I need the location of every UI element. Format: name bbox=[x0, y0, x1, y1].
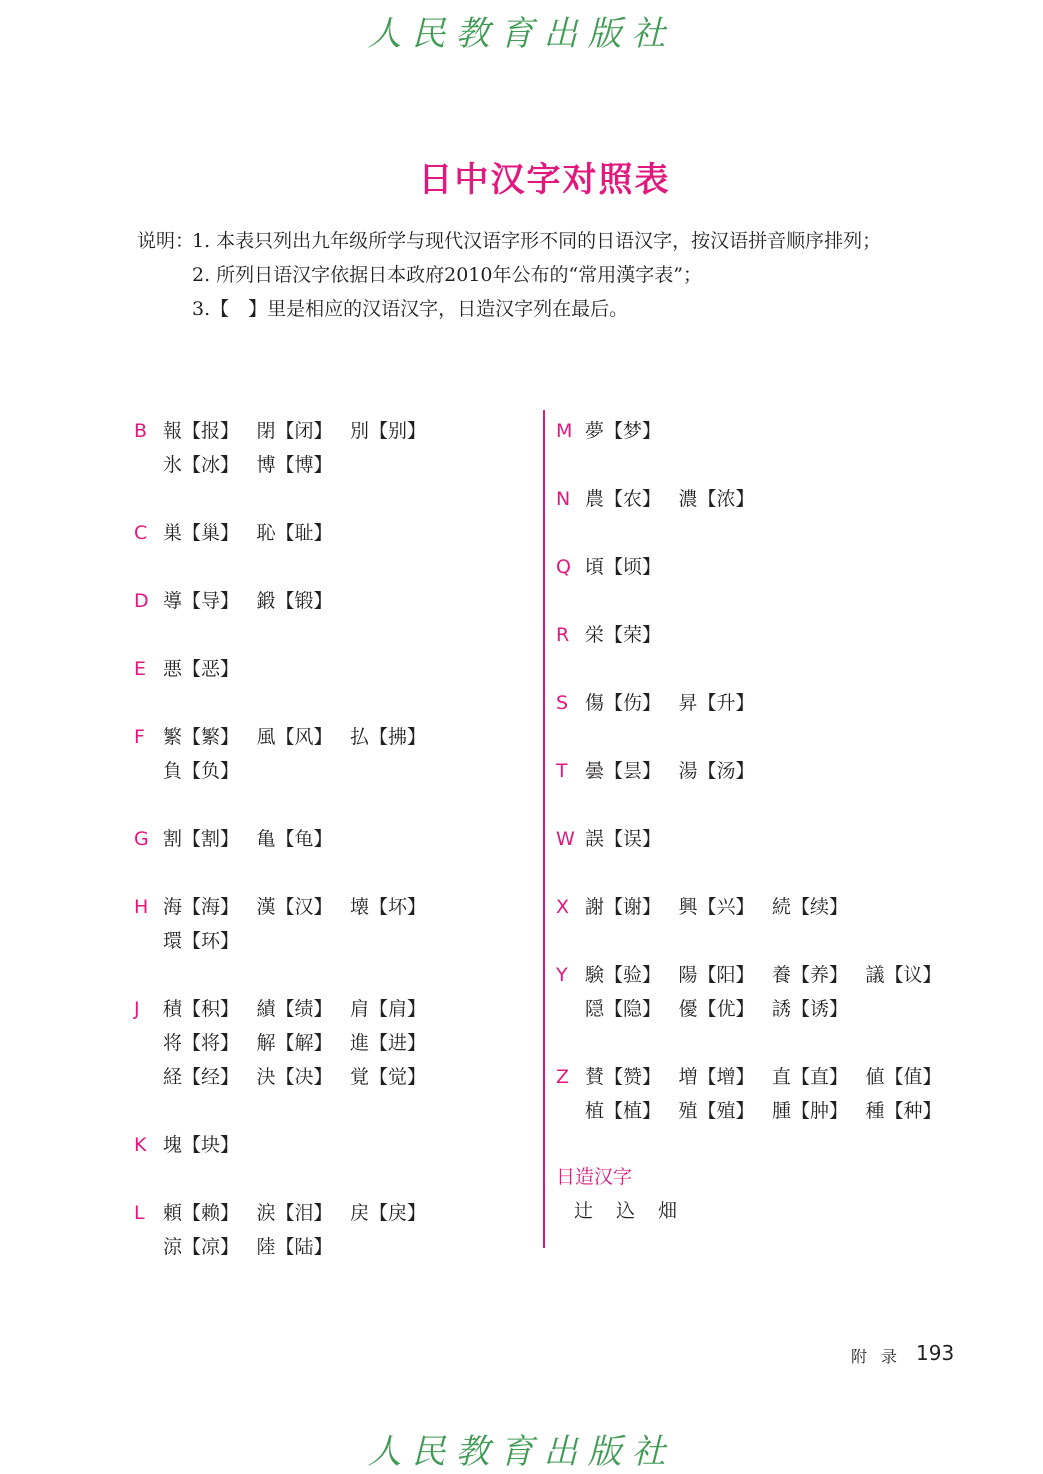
character-pair-list bbox=[163, 1128, 534, 1162]
character-pair: 養【养】 bbox=[772, 964, 849, 986]
character-pair: 解【解】 bbox=[256, 1032, 333, 1054]
character-pair: 氷【冰】 bbox=[163, 454, 240, 476]
character-pair: 経【经】 bbox=[163, 1066, 240, 1088]
character-pair: 賛【赞】 bbox=[585, 1066, 662, 1088]
coined-kanji: 畑 bbox=[658, 1200, 678, 1222]
group-letter: L bbox=[134, 1202, 145, 1224]
character-pair: 続【续】 bbox=[772, 896, 849, 918]
character-pair: 壊【坏】 bbox=[350, 896, 427, 918]
notes-label: 说明： bbox=[137, 230, 195, 252]
character-pair: 導【导】 bbox=[163, 590, 240, 612]
column-divider bbox=[543, 410, 545, 1248]
character-pair-list bbox=[163, 584, 534, 618]
character-pair: 直【直】 bbox=[772, 1066, 849, 1088]
character-pair: 傷【伤】 bbox=[585, 692, 662, 714]
character-pair: 夢【梦】 bbox=[585, 420, 662, 442]
character-pair: 恥【耻】 bbox=[256, 522, 333, 544]
character-pair: 昇【升】 bbox=[678, 692, 755, 714]
character-pair: 濃【浓】 bbox=[678, 488, 755, 510]
character-pair: 殖【殖】 bbox=[678, 1100, 755, 1122]
character-pair-list bbox=[163, 652, 534, 686]
coined-kanji-heading: 日造汉字 bbox=[556, 1166, 633, 1188]
letter-group-j bbox=[134, 992, 534, 1094]
character-pair: 巣【巢】 bbox=[163, 522, 240, 544]
letter-group-d bbox=[134, 584, 534, 618]
group-letter: X bbox=[556, 896, 570, 918]
character-pair: 払【拂】 bbox=[350, 726, 427, 748]
character-pair: 負【负】 bbox=[163, 760, 240, 782]
coined-kanji: 込 bbox=[616, 1200, 636, 1222]
character-pair-list bbox=[585, 1060, 959, 1128]
character-pair: 涙【泪】 bbox=[256, 1202, 333, 1224]
character-pair: 悪【恶】 bbox=[163, 658, 240, 680]
group-letter: R bbox=[556, 624, 570, 646]
letter-group-b bbox=[134, 414, 534, 482]
character-pair: 鍛【锻】 bbox=[256, 590, 333, 612]
character-pair-list bbox=[163, 1196, 534, 1264]
character-pair: 肩【肩】 bbox=[350, 998, 427, 1020]
character-pair: 謝【谢】 bbox=[585, 896, 662, 918]
page-title: 日中汉字对照表 bbox=[418, 160, 671, 200]
character-pair-list bbox=[585, 414, 959, 448]
character-pair: 塊【块】 bbox=[163, 1134, 240, 1156]
character-pair: 曇【昙】 bbox=[585, 760, 662, 782]
group-letter: Y bbox=[556, 964, 568, 986]
character-pair-list bbox=[585, 618, 959, 652]
character-pair: 海【海】 bbox=[163, 896, 240, 918]
right-groups bbox=[556, 414, 976, 1128]
group-letter: G bbox=[134, 828, 149, 850]
character-pair: 報【报】 bbox=[163, 420, 240, 442]
group-letter: J bbox=[134, 998, 140, 1020]
publisher-logo-bottom: 人民教育出版社 bbox=[367, 1432, 676, 1472]
character-pair: 増【增】 bbox=[678, 1066, 755, 1088]
group-letter: Q bbox=[556, 556, 571, 578]
group-letter: H bbox=[134, 896, 149, 918]
character-pair: 験【验】 bbox=[585, 964, 662, 986]
note-item-2: 2. 所列日语汉字依据日本政府2010年公布的“常用漢字表”； bbox=[192, 264, 702, 286]
character-pair: 陸【陆】 bbox=[256, 1236, 333, 1258]
coined-kanji-list bbox=[556, 1194, 976, 1228]
group-letter: C bbox=[134, 522, 148, 544]
character-pair-list bbox=[585, 482, 959, 516]
group-letter: D bbox=[134, 590, 149, 612]
character-pair: 涼【凉】 bbox=[163, 1236, 240, 1258]
character-pair: 湯【汤】 bbox=[678, 760, 755, 782]
right-column bbox=[556, 414, 976, 1228]
letter-group-e bbox=[134, 652, 534, 686]
character-pair: 腫【肿】 bbox=[772, 1100, 849, 1122]
character-pair: 頃【顷】 bbox=[585, 556, 662, 578]
group-letter: N bbox=[556, 488, 571, 510]
note-item-1: 1. 本表只列出九年级所学与现代汉语字形不同的日语汉字，按汉语拼音顺序排列； bbox=[192, 230, 882, 252]
publisher-logo-top: 人民教育出版社 bbox=[367, 14, 676, 54]
character-pair: 戻【戾】 bbox=[350, 1202, 427, 1224]
letter-group-w bbox=[556, 822, 976, 856]
footer-appendix-label: 附录 bbox=[851, 1347, 912, 1366]
character-pair: 誘【诱】 bbox=[772, 998, 849, 1020]
character-pair: 優【优】 bbox=[678, 998, 755, 1020]
character-pair: 積【积】 bbox=[163, 998, 240, 1020]
letter-group-k bbox=[134, 1128, 534, 1162]
group-letter: Z bbox=[556, 1066, 570, 1088]
character-pair: 種【种】 bbox=[865, 1100, 942, 1122]
character-pair: 陽【阳】 bbox=[678, 964, 755, 986]
character-pair: 値【值】 bbox=[865, 1066, 942, 1088]
letter-group-c bbox=[134, 516, 534, 550]
character-pair: 議【议】 bbox=[865, 964, 942, 986]
character-pair: 績【绩】 bbox=[256, 998, 333, 1020]
character-pair: 将【将】 bbox=[163, 1032, 240, 1054]
letter-group-x bbox=[556, 890, 976, 924]
group-letter: T bbox=[556, 760, 568, 782]
left-column bbox=[134, 414, 534, 1298]
character-pair-list bbox=[585, 890, 959, 924]
letter-group-y bbox=[556, 958, 976, 1026]
coined-kanji: 辻 bbox=[574, 1200, 594, 1222]
letter-group-l bbox=[134, 1196, 534, 1264]
letter-group-n bbox=[556, 482, 976, 516]
group-letter: W bbox=[556, 828, 575, 850]
character-pair: 別【别】 bbox=[350, 420, 427, 442]
character-pair-list bbox=[163, 992, 534, 1094]
character-pair: 繁【繁】 bbox=[163, 726, 240, 748]
character-pair: 風【风】 bbox=[256, 726, 333, 748]
letter-group-r bbox=[556, 618, 976, 652]
character-pair-list bbox=[585, 958, 959, 1026]
group-letter: F bbox=[134, 726, 145, 748]
letter-group-s bbox=[556, 686, 976, 720]
character-pair: 隠【隐】 bbox=[585, 998, 662, 1020]
group-letter: K bbox=[134, 1134, 147, 1156]
group-letter: S bbox=[556, 692, 569, 714]
character-pair-list bbox=[585, 686, 959, 720]
character-pair-list bbox=[163, 720, 534, 788]
character-pair: 頼【赖】 bbox=[163, 1202, 240, 1224]
character-pair: 亀【龟】 bbox=[256, 828, 333, 850]
group-letter: M bbox=[556, 420, 573, 442]
character-pair: 農【农】 bbox=[585, 488, 662, 510]
letter-group-t bbox=[556, 754, 976, 788]
character-pair: 覚【觉】 bbox=[350, 1066, 427, 1088]
character-pair: 植【植】 bbox=[585, 1100, 662, 1122]
character-pair-list bbox=[163, 890, 534, 958]
character-pair: 割【割】 bbox=[163, 828, 240, 850]
character-pair: 栄【荣】 bbox=[585, 624, 662, 646]
letter-group-g bbox=[134, 822, 534, 856]
character-pair-list bbox=[585, 550, 959, 584]
letter-group-q bbox=[556, 550, 976, 584]
character-pair: 博【博】 bbox=[256, 454, 333, 476]
note-item-3: 3.【 】里是相应的汉语汉字，日造汉字列在最后。 bbox=[192, 298, 629, 320]
page-number: 193 bbox=[916, 1341, 955, 1365]
character-pair: 漢【汉】 bbox=[256, 896, 333, 918]
character-pair: 興【兴】 bbox=[678, 896, 755, 918]
character-pair-list bbox=[163, 822, 534, 856]
character-pair-list bbox=[585, 754, 959, 788]
letter-group-z bbox=[556, 1060, 976, 1128]
letter-group-f bbox=[134, 720, 534, 788]
character-pair: 閉【闭】 bbox=[256, 420, 333, 442]
character-pair: 決【决】 bbox=[256, 1066, 333, 1088]
letter-group-h bbox=[134, 890, 534, 958]
character-pair: 環【环】 bbox=[163, 930, 240, 952]
group-letter: E bbox=[134, 658, 147, 680]
character-pair: 誤【误】 bbox=[585, 828, 662, 850]
character-pair-list bbox=[585, 822, 959, 856]
character-pair: 進【进】 bbox=[350, 1032, 427, 1054]
group-letter: B bbox=[134, 420, 148, 442]
character-pair-list bbox=[163, 414, 534, 482]
letter-group-m bbox=[556, 414, 976, 448]
character-pair-list bbox=[163, 516, 534, 550]
